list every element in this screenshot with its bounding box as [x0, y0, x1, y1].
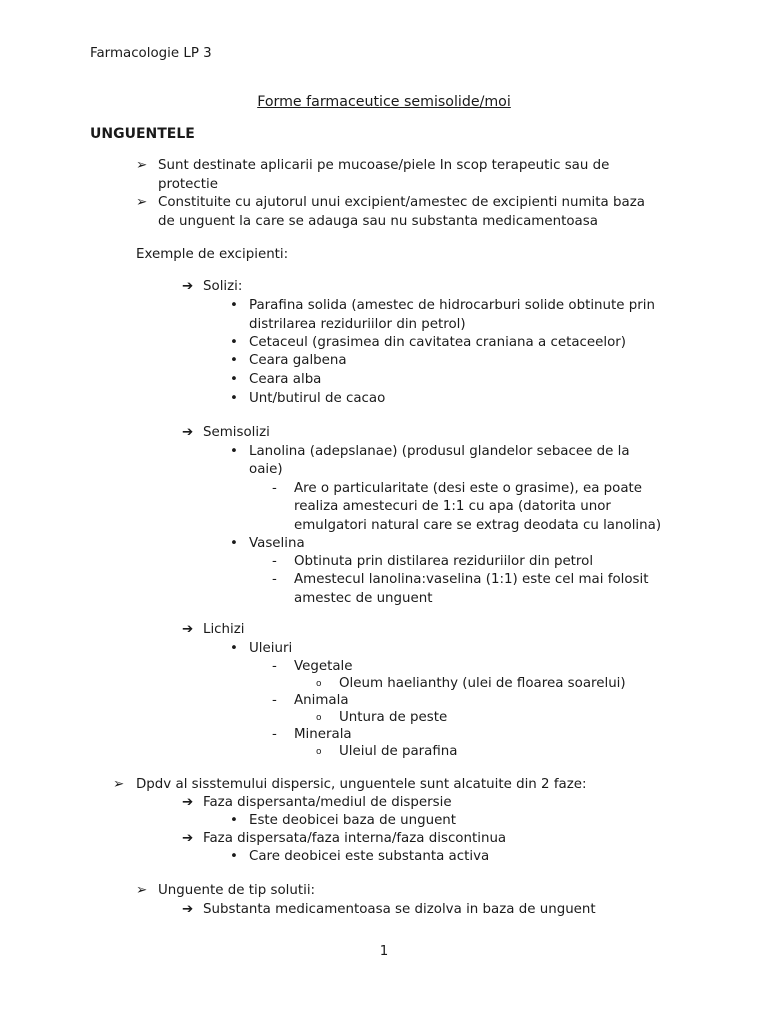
triangle-bullet-icon: ➢ — [136, 195, 148, 210]
list-item: Obtinuta prin distilarea reziduriilor din petrol — [294, 554, 594, 569]
list-item: realiza amestecuri de 1:1 cu apa (datorita unor — [294, 499, 611, 514]
list-item: Care deobicei este substanta activa — [249, 849, 490, 864]
list-item: distrilarea reziduriilor din petrol) — [249, 317, 466, 332]
bullet-icon: • — [230, 335, 238, 350]
bullet-icon: • — [230, 391, 238, 406]
arrow-icon: ➔ — [182, 902, 194, 917]
circle-bullet-icon: o — [316, 747, 322, 757]
list-item: Vegetale — [294, 659, 353, 674]
bullet-icon: • — [230, 444, 238, 459]
list-item: Uleiuri — [249, 641, 293, 656]
document-title: Forme farmaceutice semisolide/moi — [257, 94, 511, 110]
triangle-bullet-icon: ➢ — [136, 158, 148, 173]
list-item: Ceara alba — [249, 372, 322, 387]
list-item: Vaselina — [249, 536, 305, 551]
arrow-icon: ➔ — [182, 795, 194, 810]
list-item: amestec de unguent — [294, 591, 433, 606]
list-item: Untura de peste — [339, 710, 448, 725]
lichizi-label: Lichizi — [203, 622, 245, 637]
solizi-label: Solizi: — [203, 279, 243, 294]
bullet-icon: • — [230, 353, 238, 368]
page-number: 1 — [379, 944, 389, 959]
intro-line-1: Sunt destinate aplicarii pe mucoase/piele In scop terapeutic sau de — [158, 158, 610, 173]
dash-icon: - — [272, 481, 277, 496]
arrow-icon: ➔ — [182, 279, 194, 294]
dash-icon: - — [272, 572, 277, 587]
list-item: Animala — [294, 693, 349, 708]
exemple-label: Exemple de excipienti: — [136, 247, 289, 262]
triangle-bullet-icon: ➢ — [113, 777, 125, 792]
list-item: Este deobicei baza de unguent — [249, 813, 457, 828]
bullet-icon: • — [230, 536, 238, 551]
bullet-icon: • — [230, 813, 238, 828]
intro-line-2: protectie — [158, 177, 218, 192]
bullet-icon: • — [230, 372, 238, 387]
list-item: Substanta medicamentoasa se dizolva in baza de unguent — [203, 902, 596, 917]
intro-line-4: de unguent la care se adauga sau nu substanta medicamentoasa — [158, 214, 598, 229]
list-item: Faza dispersata/faza interna/faza discontinua — [203, 831, 507, 846]
section-heading: UNGUENTELE — [90, 126, 195, 142]
list-item: Parafina solida (amestec de hidrocarburi solide obtinute prin — [249, 298, 655, 313]
arrow-icon: ➔ — [182, 831, 194, 846]
semisolizi-label: Semisolizi — [203, 425, 270, 440]
arrow-icon: ➔ — [182, 622, 194, 637]
page-header: Farmacologie LP 3 — [90, 46, 212, 61]
list-item: Uleiul de parafina — [339, 744, 458, 759]
list-item: Unt/butirul de cacao — [249, 391, 386, 406]
list-item: Amestecul lanolina:vaselina (1:1) este cel mai folosit — [294, 572, 649, 587]
dash-icon: - — [272, 659, 277, 674]
list-item: Faza dispersanta/mediul de dispersie — [203, 795, 452, 810]
sistem-text: Dpdv al sisstemului dispersic, unguentele sunt alcatuite din 2 faze: — [136, 777, 587, 792]
circle-bullet-icon: o — [316, 679, 322, 689]
solutii-label: Unguente de tip solutii: — [158, 883, 316, 898]
bullet-icon: • — [230, 641, 238, 656]
bullet-icon: • — [230, 849, 238, 864]
dash-icon: - — [272, 554, 277, 569]
list-item: Oleum haelianthy (ulei de floarea soarelui) — [339, 676, 626, 691]
intro-line-3: Constituite cu ajutorul unui excipient/amestec de excipienti numita baza — [158, 195, 645, 210]
list-item: emulgatori natural care se extrag deodata cu lanolina) — [294, 518, 662, 533]
list-item: Lanolina (adepslanae) (produsul glandelor sebacee de la — [249, 444, 630, 459]
circle-bullet-icon: o — [316, 713, 322, 723]
dash-icon: - — [272, 693, 277, 708]
bullet-icon: • — [230, 298, 238, 313]
list-item: Are o particularitate (desi este o grasime), ea poate — [294, 481, 643, 496]
list-item: Cetaceul (grasimea din cavitatea craniana a cetaceelor) — [249, 335, 627, 350]
list-item: Ceara galbena — [249, 353, 347, 368]
list-item: Minerala — [294, 727, 352, 742]
triangle-bullet-icon: ➢ — [136, 883, 148, 898]
list-item: oaie) — [249, 462, 283, 477]
dash-icon: - — [272, 727, 277, 742]
arrow-icon: ➔ — [182, 425, 194, 440]
